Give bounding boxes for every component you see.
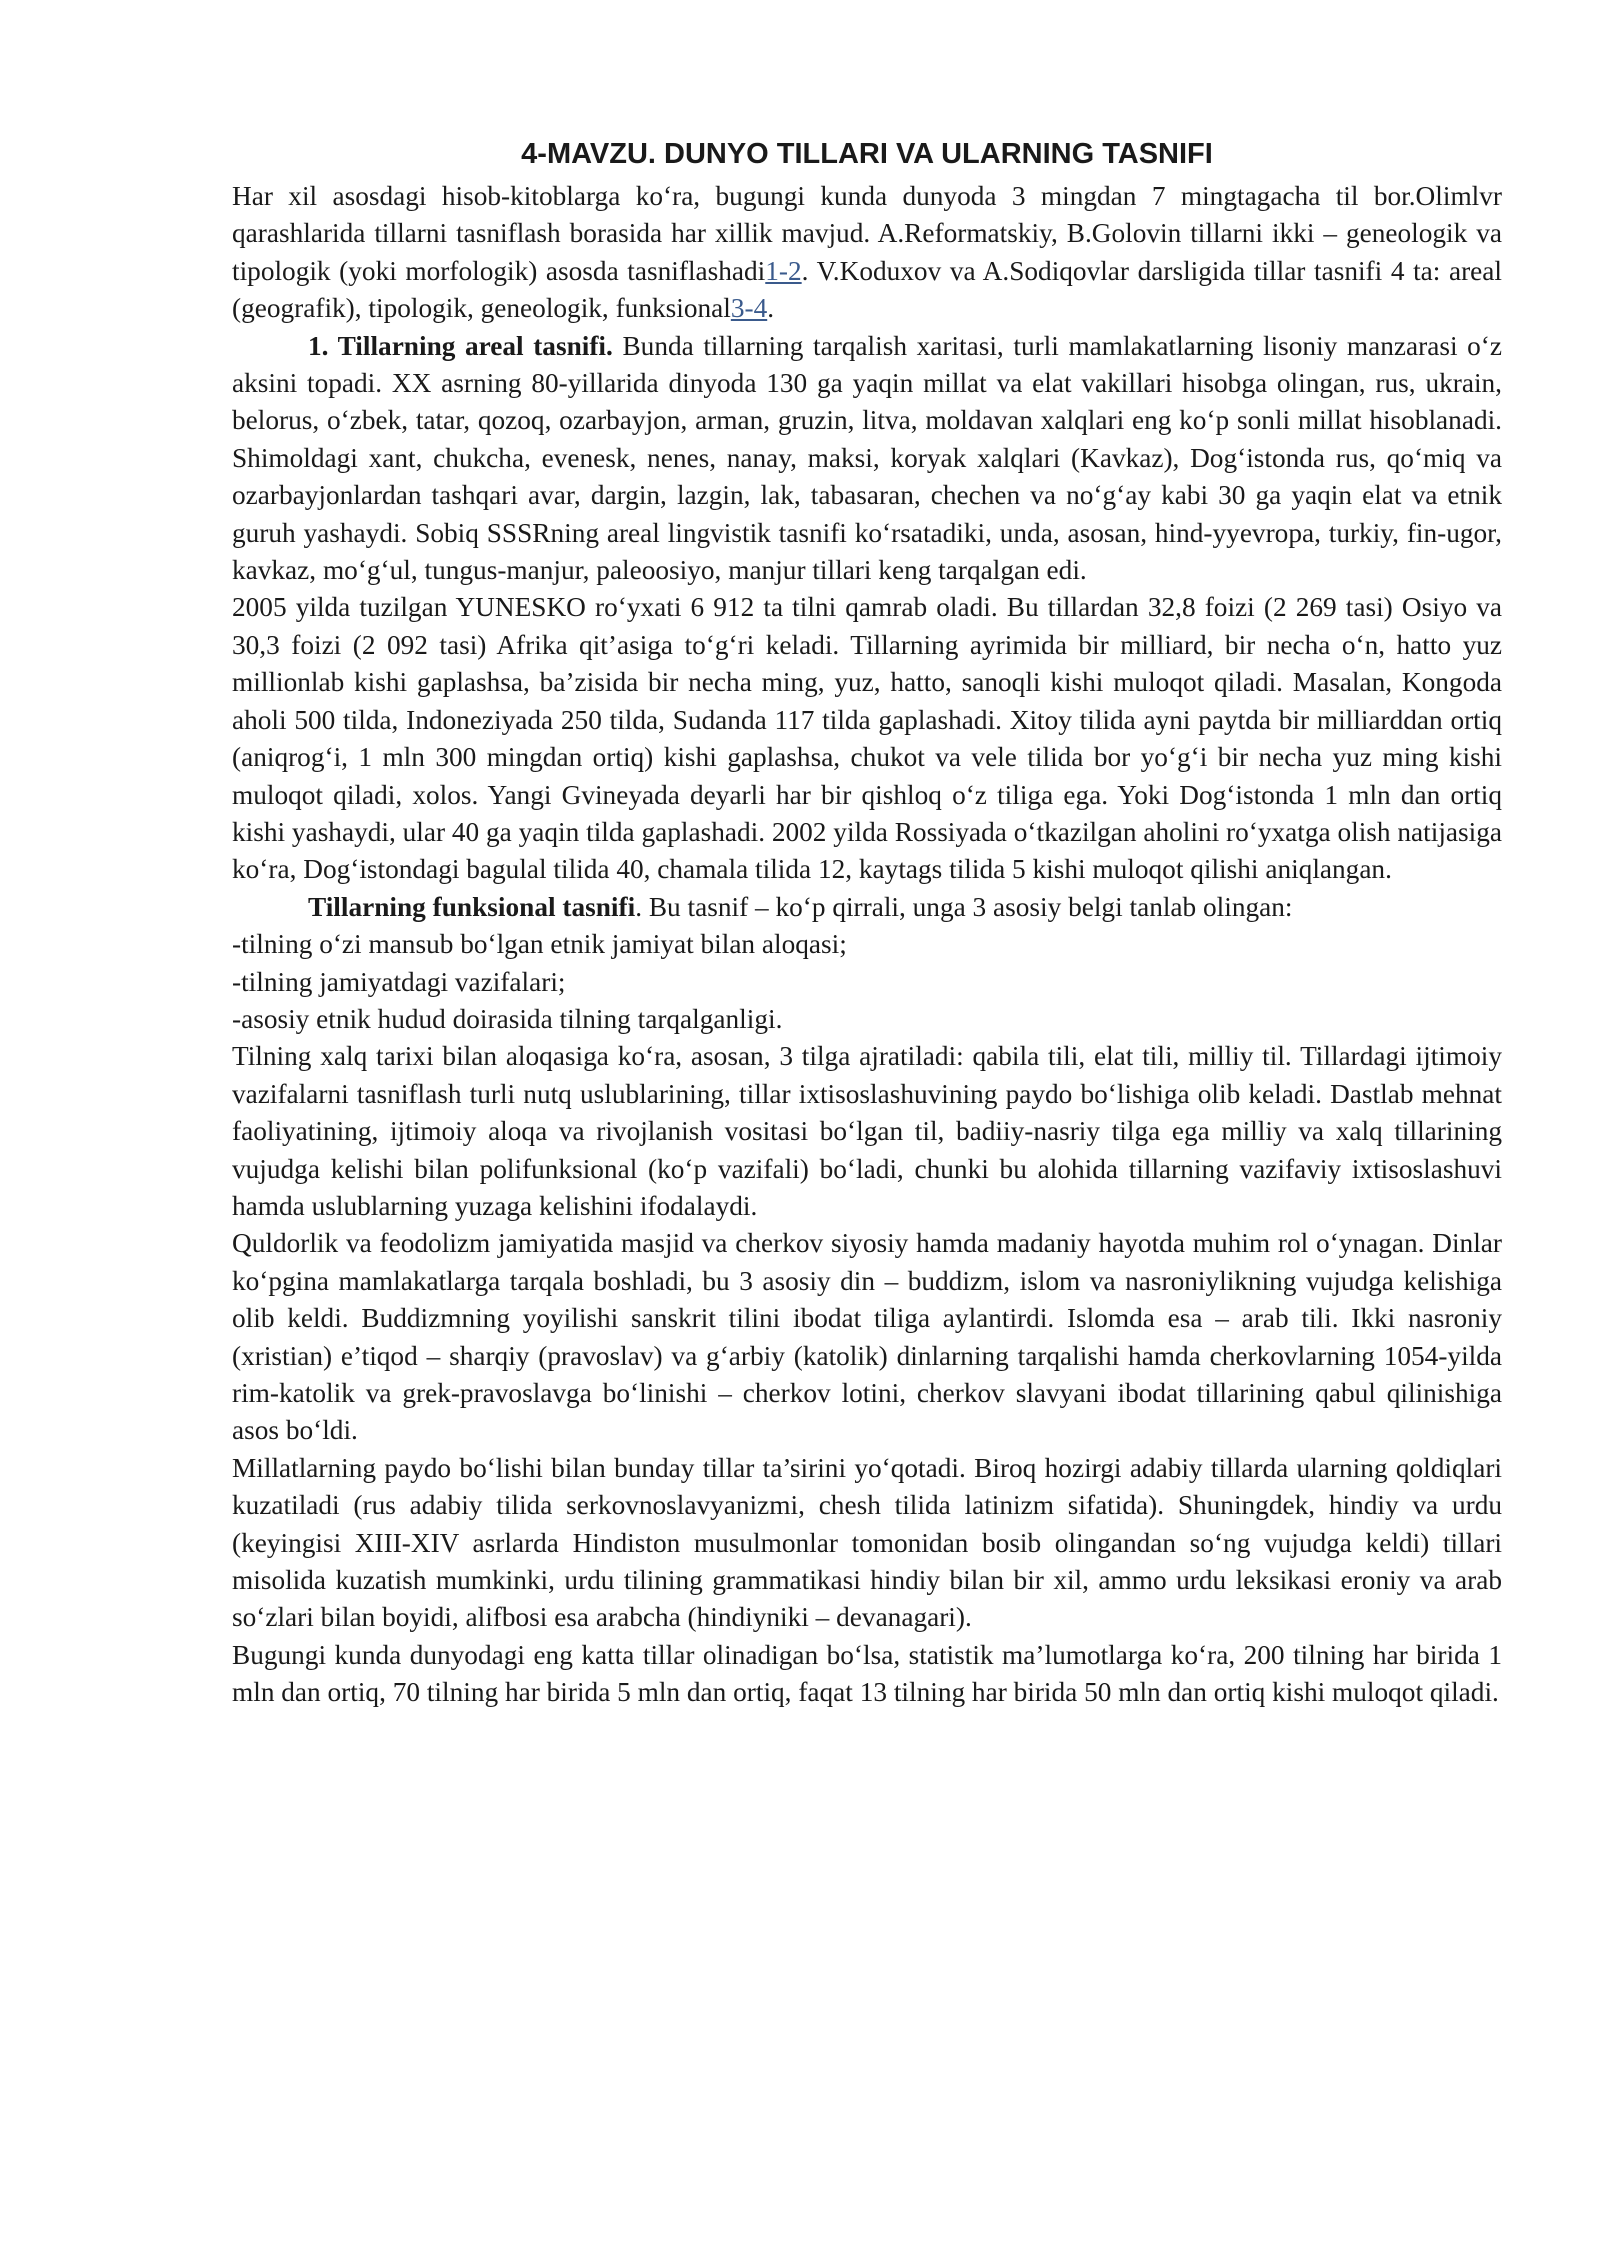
intro-text-1: Har xil asosdagi hisob-kitoblarga ko‘ra, bugungi kunda dunyoda 3 mingdan 7 mingtagacha til bor.Olimlvr qarashlarida tillarni tasniflash borasida har xillik mavjud. A.Reformatskiy, B.Golovin tillarni ikki – geneologik va tipologik (yoki morfologik) asosda tasniflashadi — [232, 181, 1502, 286]
document-page — [232, 134, 1502, 1712]
areal-text: Bunda tillarning tarqalish xaritasi, turli mamlakatlarning lisoniy manzarasi o‘z aksini topadi. XX asrning 80-yillarida dinyoda 130 ga yaqin millat va elat vakillari hisobga olingan, rus, ukrain, belorus, o‘zbek, tatar, qozoq, ozarbayjon, arman, gruzin, litva, moldavan xalqlari eng ko‘p sonli millat hisoblanadi. Shimoldagi xant, chukcha, evenesk, nenes, nanay, maksi, koryak xalqlari (Kavkaz), Dog‘istonda rus, qo‘miq va ozarbayjonlardan tashqari avar, dargin, lazgin, lak, tabasaran, chechen va no‘g‘ay kabi 30 ga yaqin elat va etnik guruh yashaydi. Sobiq SSSRning areal lingvistik tasnifi ko‘rsatadiki, unda, asosan, hind-yyevropa, turkiy, fin-ugor, kavkaz, mo‘g‘ul, tungus-manjur, paleoosiyo, manjur tillari keng tarqalgan edi. — [232, 330, 1503, 586]
footnote-link-3-4[interactable]: 3-4 — [730, 293, 768, 324]
areal-heading: 1. Tillarning areal tasnifi. — [308, 330, 613, 361]
body-paragraph: Millatlarning paydo bo‘lishi bilan bunday tillar ta’sirini yo‘qotadi. Biroq hozirgi adabiy tillarda ularning qoldiqlari kuzatiladi (rus adabiy tilida serkovnoslavyanizmi, chesh tilida latinizm sifatida). Shuningdek, hindiy va urdu (keyingisi XIII-XIV asrlarda Hindiston musulmonlar tomonidan bosib olingandan so‘ng vujudga keldi) tillari misolida kuzatish mumkinki, urdu tilining grammatikasi hindiy bilan bir xil, ammo urdu leksikasi eroniy va arab so‘zlari bilan boyidi, alifbosi esa arabcha (hindiyniki – devanagari). — [232, 1452, 1502, 1633]
body-paragraph: Tilning xalq tarixi bilan aloqasiga ko‘ra, asosan, 3 tilga ajratiladi: qabila tili, elat tili, milliy til. Tillardagi ijtimoiy vazifalarni tasniflash turli nutq uslublarining, tillar ixtisoslashuvining paydo bo‘lishiga olib keladi. Dastlab mehnat faoliyatining, ijtimoiy aloqa va rivojlanish vositasi bo‘lgan til, badiiy-nasriy tilga ega milliy va xalq tillarining vujudga kelishi bilan polifunksional (ko‘p vazifali) bo‘ladi, chunki bu alohida tillarning vazifaviy ixtisoslashuvi hamda uslublarning yuzaga kelishini ifodalaydi. — [232, 1041, 1502, 1221]
functional-list-item: -asosiy etnik hudud doirasida tilning tarqalganligi. — [232, 1003, 783, 1034]
footnote-link-1-2[interactable]: 1-2 — [765, 255, 802, 286]
intro-text-3: . — [767, 293, 775, 324]
page-title: 4-MAVZU. DUNYO TILLARI VA ULARNING TASNIFI — [521, 138, 1213, 170]
body-paragraph: Quldorlik va feodolizm jamiyatida masjid va cherkov siyosiy hamda madaniy hayotda muhim rol o‘ynagan. Dinlar ko‘pgina mamlakatlarga tarqala boshladi, bu 3 asosiy din – buddizm, islom va nasroniylikning vujudga kelishiga olib keldi. Buddizmning yoyilishi sanskrit tilini ibodat tiliga aylantirdi. Islomda esa – arab tili. Ikki nasroniy (xristian) e’tiqod – sharqiy (pravoslav) va g‘arbiy (katolik) dinlarning tarqalishi hamda cherkovlarning 1054-yilda rim-katolik va grek-pravoslavga bo‘linishi – cherkov lotini, cherkov slavyani ibodat tillarining qabul qilinishiga asos bo‘ldi. — [232, 1228, 1502, 1446]
unesco-paragraph: 2005 yilda tuzilgan YUNESKO ro‘yxati 6 912 ta tilni qamrab oladi. Bu tillardan 32,8 foizi (2 269 tasi) Osiyo va 30,3 foizi (2 092 tasi) Afrika qit’asiga to‘g‘ri keladi. Tillarning ayrimida bir milliard, bir necha o‘n, hatto yuz millionlab kishi gaplashsa, ba’zisida bir necha ming, yuz, hatto, sanoqli kishi muloqot qiladi. Masalan, Kongoda aholi 500 tilda, Indoneziyada 250 tilda, Sudanda 117 tilda gaplashadi. Xitoy tilida ayni paytda bir milliarddan ortiq (aniqrog‘i, 1 mln 300 mingdan ortiq) kishi gaplashsa, chukot va vele tilida bor yo‘g‘i bir necha yuz ming kishi muloqot qiladi, xolos. Yangi Gvineyada deyarli har bir qishloq o‘z tiliga ega. Yoki Dog‘istonda 1 mln dan ortiq kishi yashaydi, ular 40 ga yaqin tilda gaplashadi. 2002 yilda Rossiyada o‘tkazilgan aholini ro‘yxatga olish natijasiga ko‘ra, Dog‘istondagi bagulal tilida 40, chamala tilida 12, kaytags tilida 5 kishi muloqot qilishi aniqlangan. — [232, 592, 1502, 885]
functional-text: . Bu tasnif – ko‘p qirrali, unga 3 asosiy belgi tanlab olingan: — [635, 891, 1293, 922]
intro-text-2: . V.Koduxov va A.Sodiqovlar darsligida tillar tasnifi 4 ta: areal (geografik), tipologik, geneologik, funksional — [232, 255, 1502, 324]
intro-paragraph — [232, 178, 1502, 328]
functional-list-item: -tilning jamiyatdagi vazifalari; — [232, 966, 566, 997]
functional-heading: Tillarning funksional tasnifi — [308, 891, 636, 922]
functional-paragraph — [232, 889, 1502, 926]
areal-paragraph — [232, 328, 1502, 590]
body-paragraph: Bugungi kunda dunyodagi eng katta tillar olinadigan bo‘lsa, statistik ma’lumotlarga ko‘ra, 200 tilning har birida 1 mln dan ortiq, 70 tilning har birida 5 mln dan ortiq, faqat 13 tilning har birida 50 mln dan ortiq kishi muloqot qiladi. — [232, 1639, 1502, 1708]
functional-list-item: -tilning o‘zi mansub bo‘lgan etnik jamiyat bilan aloqasi; — [232, 929, 847, 960]
